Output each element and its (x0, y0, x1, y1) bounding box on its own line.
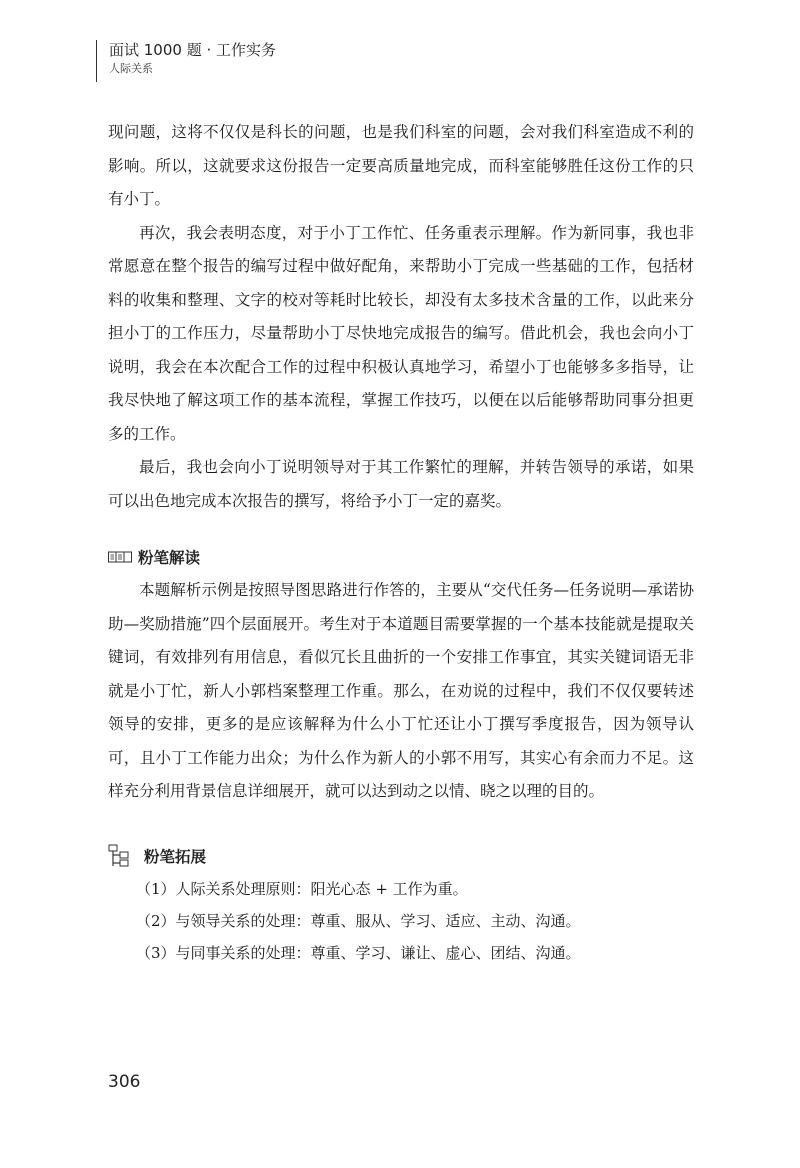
page-content (108, 116, 694, 969)
section-heading-interpret (108, 540, 694, 574)
section-title: 粉笔拓展 (144, 847, 207, 866)
list-item: （3）与同事关系的处理：尊重、学习、谦让、虚心、团结、沟通。 (136, 943, 581, 962)
chapter-title: 人际关系 (109, 62, 153, 75)
book-title: 面试 1000 题 · 工作实务 (109, 41, 277, 59)
expand-icon (108, 844, 130, 868)
list-item: （2）与领导关系的处理：尊重、服从、学习、适应、主动、沟通。 (136, 911, 581, 930)
running-header (96, 40, 276, 82)
list-item: （1）人际关系处理原则：阳光心态 + 工作为重。 (136, 879, 468, 898)
section-heading-expand (108, 839, 694, 873)
book-icon (108, 551, 132, 563)
page-number: 306 (108, 1072, 141, 1092)
body-paragraph: 再次，我会表明态度，对于小丁工作忙、任务重表示理解。作为新同事，我也非常愿意在整个报告的编写过程中做好配角，来帮助小丁完成一些基础的工作，包括材料的收集和整理、文字的校对等耗时比较长，却没有太多技术含量的工作，以此来分担小丁的工作压力，尽量帮助小丁尽快地完成报告的编写。借此机会，我也会向小丁说明，我会在本次配合工作的过程中积极认真地学习，希望小丁也能够多多指导，让我尽快地了解这项工作的基本流程，掌握工作技巧，以便在以后能够帮助同事分担更多的工作。 (108, 223, 694, 443)
body-paragraph: 现问题，这将不仅仅是科长的问题，也是我们科室的问题，会对我们科室造成不利的影响。所以，这就要求这份报告一定要高质量地完成，而科室能够胜任这份工作的只有小丁。 (108, 123, 694, 208)
interpret-paragraph: 本题解析示例是按照导图思路进行作答的，主要从“交代任务—任务说明—承诺协助—奖励措施”四个层面展开。考生对于本道题目需要掌握的一个基本技能就是提取关键词，有效排列有用信息，看似冗长且曲折的一个安排工作事宜，其实关键词语无非就是小丁忙，新人小郭档案整理工作重。那么，在劝说的过程中，我们不仅仅要转述领导的安排，更多的是应该解释为什么小丁忙还让小丁撰写季度报告，因为领导认可，且小丁工作能力出众；为什么作为新人的小郭不用写，其实心有余而力不足。这样充分利用背景信息详细展开，就可以达到动之以情、晓之以理的目的。 (108, 581, 694, 800)
body-paragraph: 最后，我也会向小丁说明领导对于其工作繁忙的理解，并转告领导的承诺，如果可以出色地完成本次报告的撰写，将给予小丁一定的嘉奖。 (108, 458, 694, 510)
section-title: 粉笔解读 (138, 549, 201, 567)
